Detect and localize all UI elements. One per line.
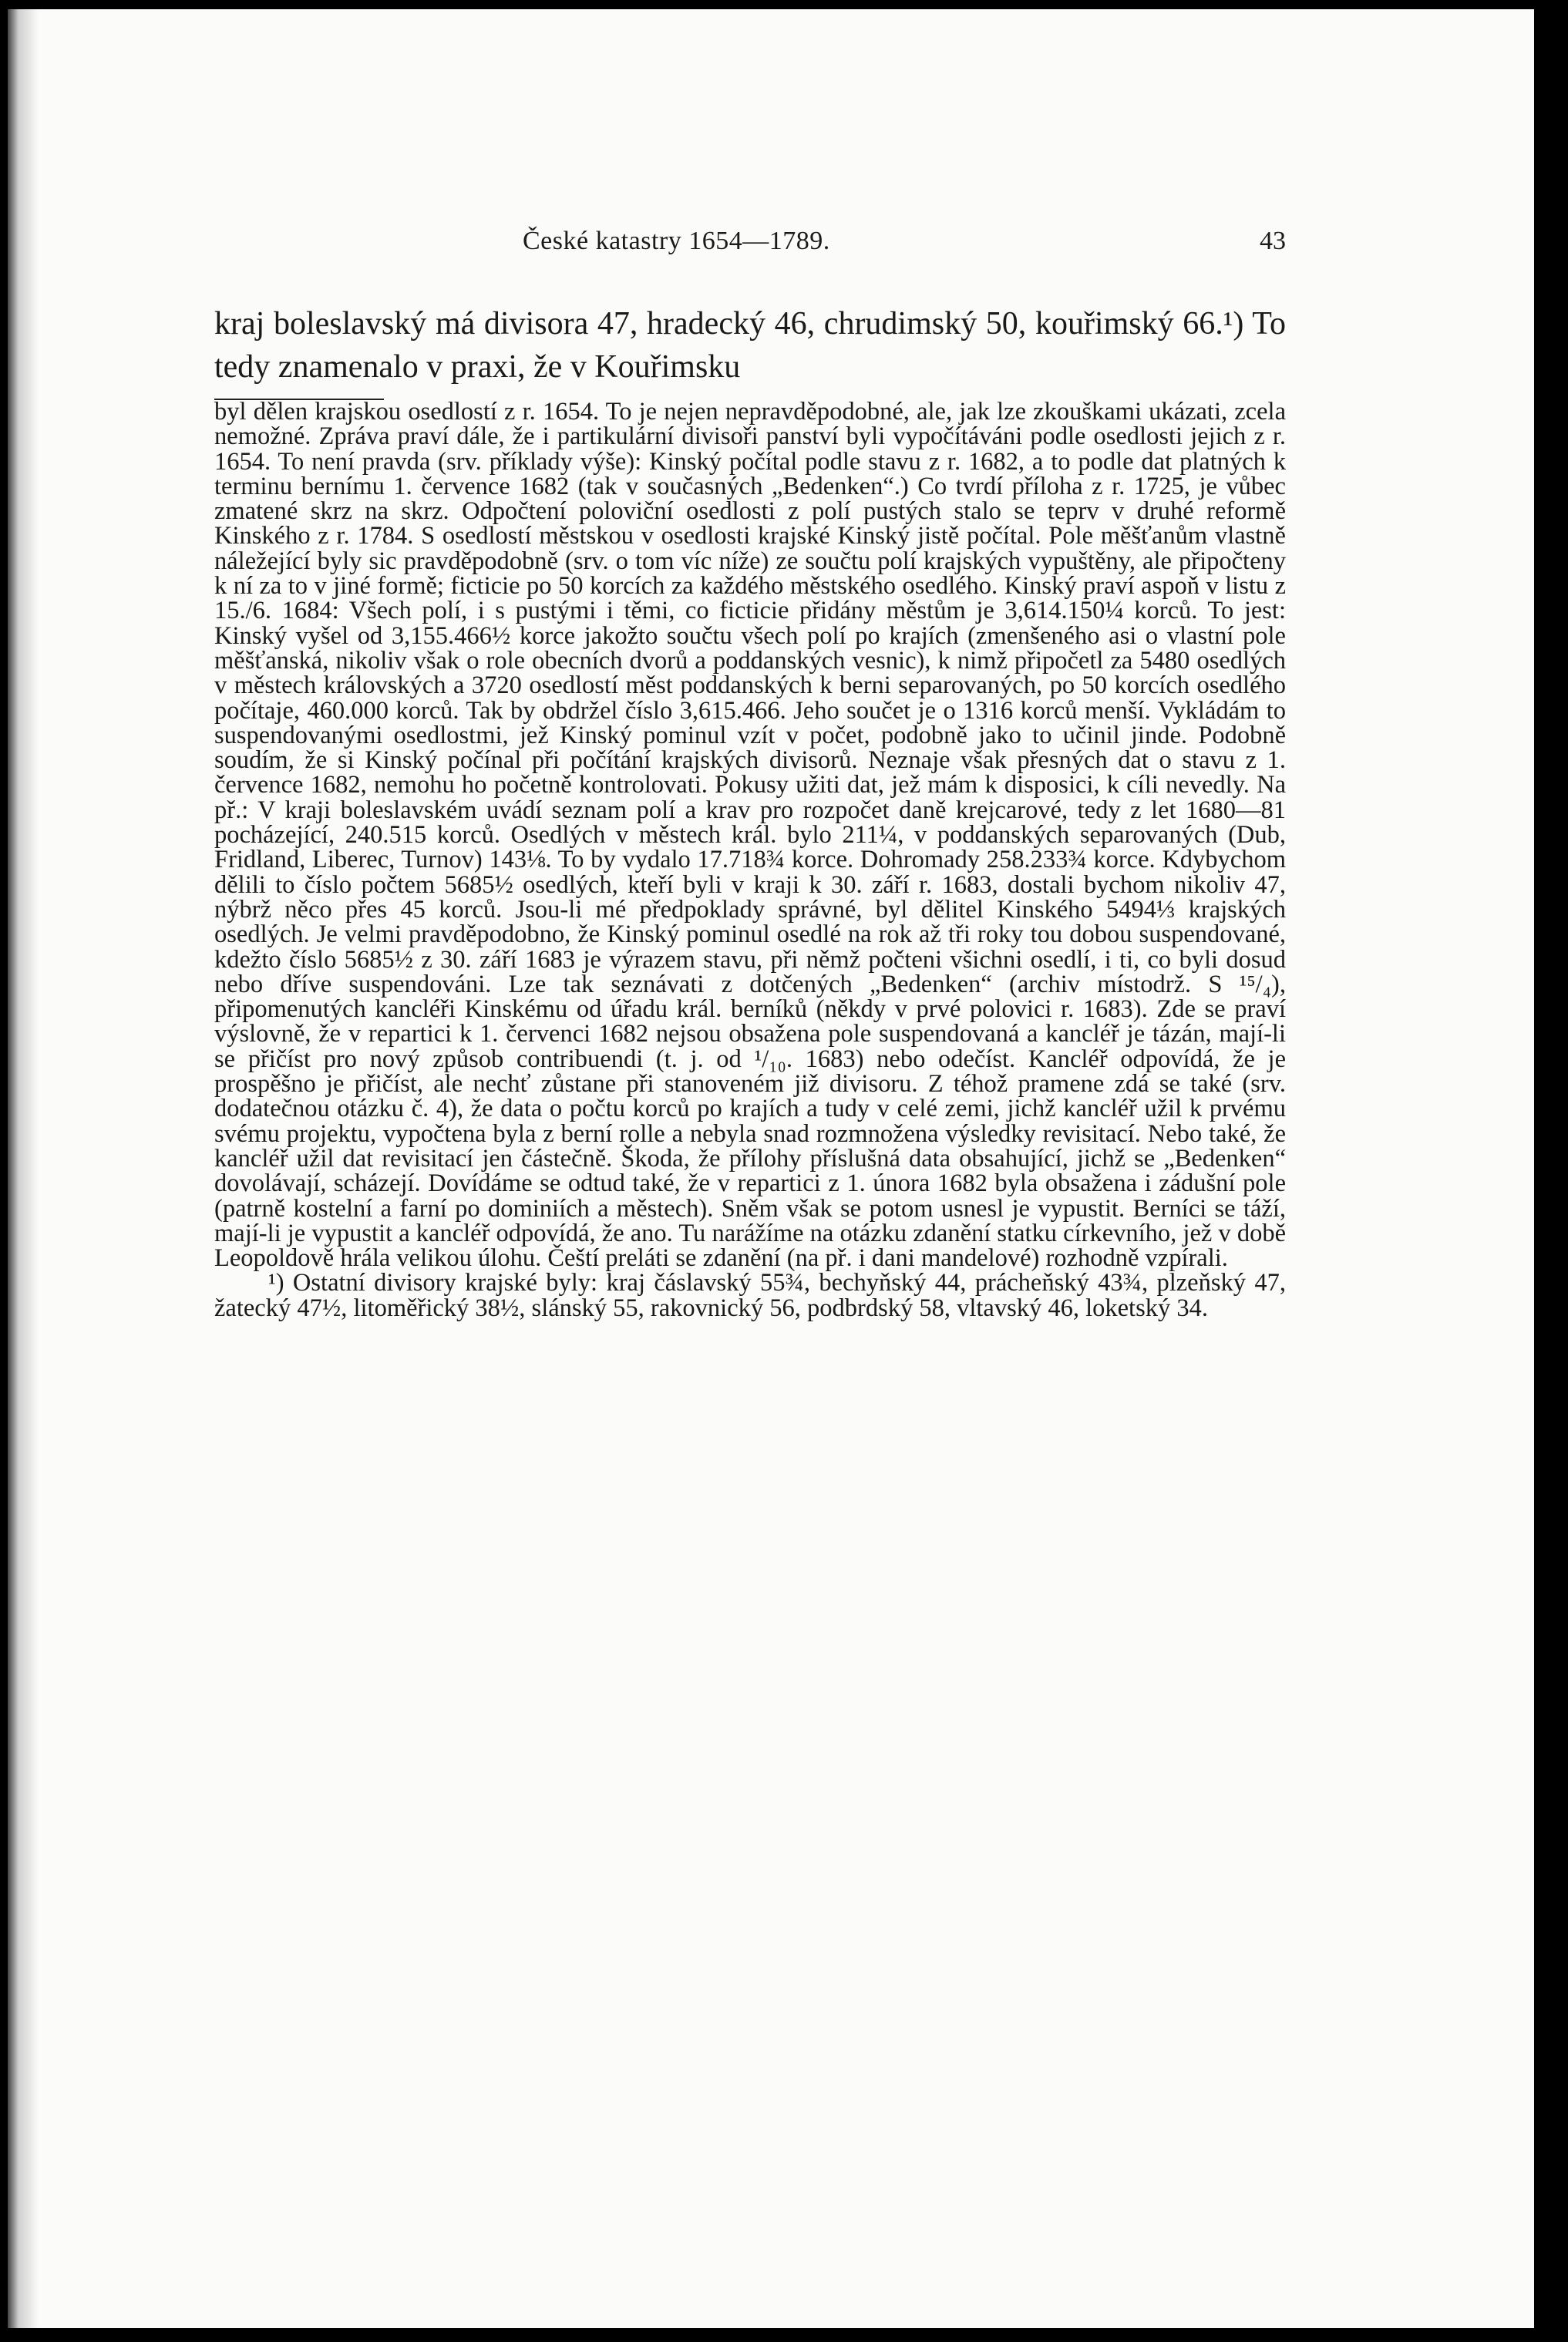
continued-paragraph: byl dělen krajskou osedlostí z r. 1654. To je nejen nepravděpodobné, ale, jak lze zkouškami ukázati, zcela nemožné. Zpráva praví dále, že i partikulární divisoři panství byli vypočítáváni podle osedlosti jejich z r. 1654. To není pravda (srv. příklady výše): Kinský počítal podle stavu z r. 1682, a to podle dat platných k terminu bernímu 1. července 1682 (tak v současných „Bedenken“.) Co tvrdí příloha z r. 1725, je vůbec zmatené skrz na skrz. Odpočtení poloviční osedlosti z polí pustých stalo se teprv v druhé reformě Kinského z r. 1784. S osedlostí městskou v osedlosti krajské Kinský jistě počítal. Pole měšťanům vlastně náležející byly sic pravděpodobně (srv. o tom víc níže) ze součtu polí krajských vypuštěny, ale připočteny k ní za to v jiné formě; ficticie po 50 korcích za každého městského osedlého. Kinský praví aspoň v listu z 15./6. 1684: Všech polí, i s pustými i těmi, co ficticie přidány městům je 3,614.150¼ korců. To jest: Kinský vyšel od 3,155.466½ korce jakožto součtu všech polí po krajích (zmenšeného asi o vlastní pole měšťanská, nikoliv však o role obecních dvorů a poddanských vesnic), k nimž připočetl za 5480 osedlých v městech královských a 3720 osedlostí měst poddanských k berni separovaných, po 50 korcích osedlého počítaje, 460.000 korců. Tak by obdržel číslo 3,615.466. Jeho součet je o 1316 korců menší. Vykládám to suspendovanými osedlostmi, jež Kinský pominul vzít v počet, podobně jako to učinil jinde. Podobně soudím, že si Kinský počínal při počítání krajských divisorů. Neznaje však přesných dat o stavu z 1. července 1682, nemohu ho početně kontrolovati. Pokusy užiti dat, jež mám k disposici, k cíli nevedly. Na př.: V kraji boleslavském uvádí seznam polí a krav pro rozpočet daně krejcarové, tedy z let 1680—81 pocházející, 240.515 korců. Osedlých v městech král. bylo 211¼, v poddanských separovaných (Dub, Fridland, Liberec, Turnov) 143⅛. To by vydalo 17.718¾ korce. Dohromady 258.233¾ korce. Kdybychom dělili to číslo počtem 5685½ osedlých, kteří byli v kraji k 30. září r. 1683, dostali bychom nikoliv 47, nýbrž něco přes 45 korců. Jsou-li mé předpoklady správné, byl dělitel Kinského 5494⅓ krajských osedlých. Je velmi pravděpodobno, že Kinský pominul osedlé na rok až tři roky tou dobou suspendované, kdežto číslo 5685½ z 30. září 1683 je výrazem stavu, při němž počteni všichni osedlí, i ti, co byli dosud nebo dříve suspendováni. Lze tak seznávati z dotčených „Bedenken“ (archiv místodrž. S ¹⁵/₄), připomenutých kancléři Kinskému od úřadu král. berníků (někdy v prvé polovici r. 1683). Zde se praví výslovně, že v repartici k 1. červenci 1682 nejsou obsažena pole suspendovaná a kancléř je tázán, mají-li se přičíst pro nový způsob contribuendi (t. j. od ¹/₁₀. 1683) nebo odečíst. Kancléř odpovídá, že je prospěšno je přičíst, ale nechť zůstane při stanoveném již divisoru. Z téhož pramene zdá se také (srv. dodatečnou otázku č. 4), že data o počtu korců po krajích a tudy v celé zemi, jichž kancléř užil k prvému svému projektu, vypočtena byla z berní rolle a nebyla snad rozmnožena výsledky revisitací. Nebo také, že kancléř užil dat revisitací jen částečně. Škoda, že přílohy příslušná data obsahující, jichž se „Bedenken“ dovolávají, scházejí. Dovídáme se odtud také, že v repartici z 1. února 1682 byla obsažena i zádušní pole (patrně kostelní a farní po dominiích a městech). Sněm však se potom usnesl je vypustit. Berníci se táží, mají-li je vypustit a kancléř odpovídá, že ano. Tu narážíme na otázku zdanění statku církevního, jež v době Leopoldově hrála velikou úlohu. Čeští preláti se zdanění (na př. i dani mandelové) rozhodně vzpírali.: [214, 398, 1286, 1273]
running-head: [214, 227, 1286, 265]
small-print-section: [214, 399, 1286, 1321]
footnote: ¹) Ostatní divisory krajské byly: kraj čáslavský 55¾, bechyňský 44, prácheňský 43¾, plzeňský 47, žatecký 47½, litoměřický 38½, slánský 55, rakovnický 56, podbrdský 58, vltavský 46, loketský 34.: [214, 1269, 1286, 1322]
lead-paragraph: kraj boleslavský má divisora 47, hradecký 46, chrudimský 50, kouřimský 66.¹) To tedy znamenalo v praxi, že v Kouřimsku: [214, 306, 1286, 385]
page-number: 43: [1260, 227, 1286, 255]
book-page: [8, 9, 1534, 2328]
running-title: České katastry 1654—1789.: [523, 227, 830, 255]
page-binding-shadow: [8, 9, 39, 2328]
